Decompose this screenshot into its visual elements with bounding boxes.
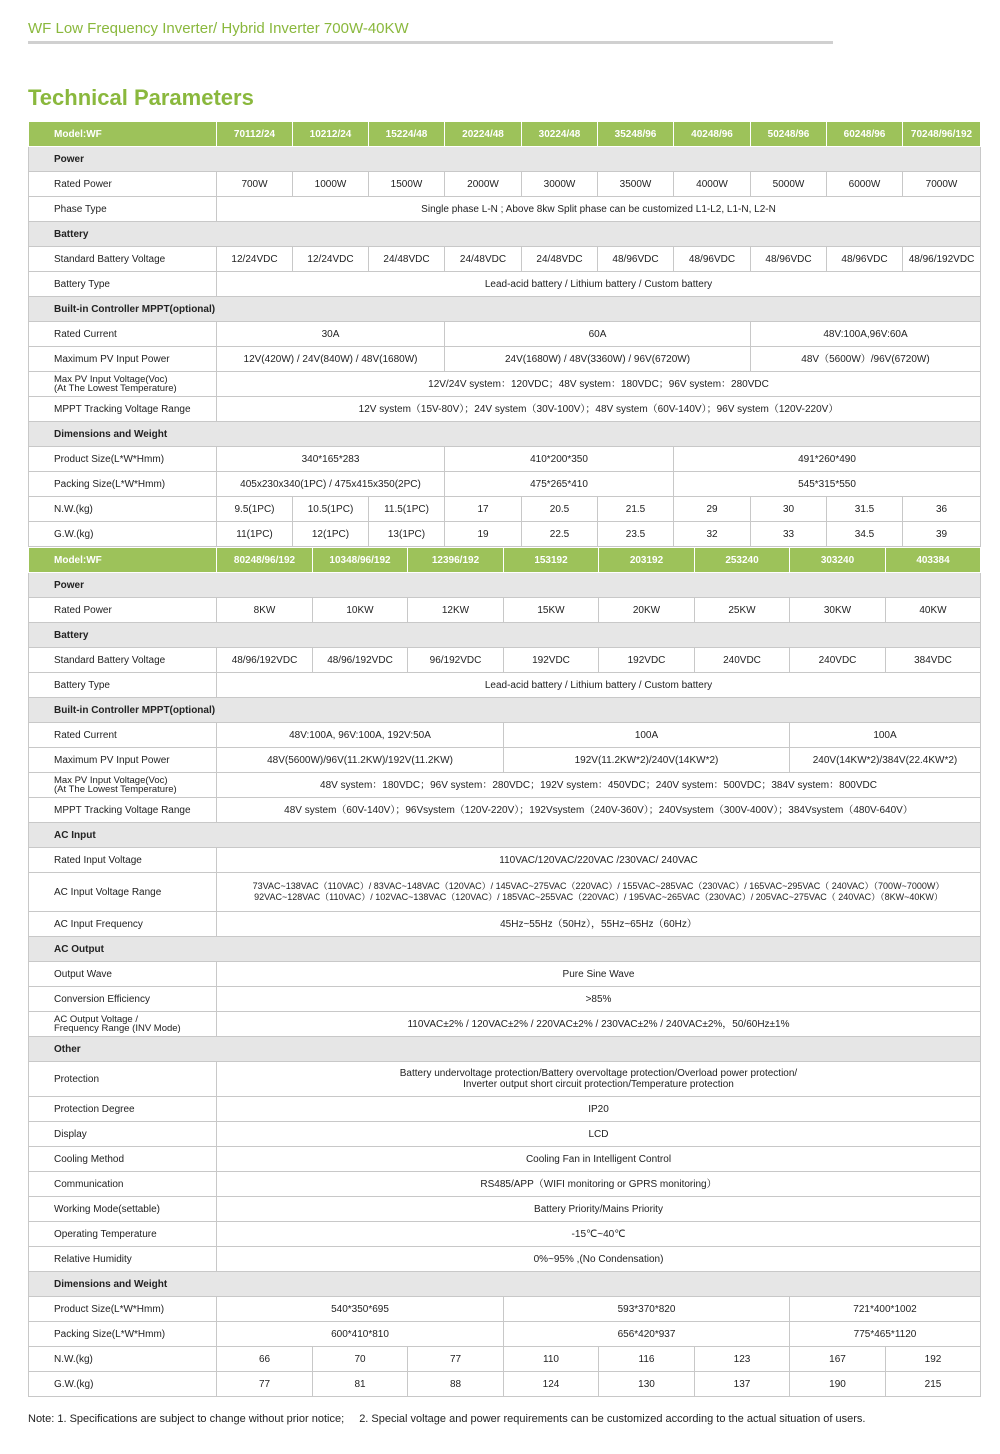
value-cell: 77 (217, 1372, 313, 1397)
model-cell: 303240 (790, 548, 886, 573)
value-cell: 130 (599, 1372, 695, 1397)
row-label: Rated Input Voltage (29, 848, 217, 873)
value-cell: 192VDC (504, 648, 599, 673)
value-cell: 36 (903, 497, 981, 522)
row-label: Product Size(L*W*Hmm) (29, 447, 217, 472)
gross-weight-row (29, 1372, 981, 1397)
value-cell: 22.5 (522, 522, 598, 547)
value-cell: 48/96VDC (674, 247, 751, 272)
output-wave-row (29, 962, 981, 987)
rated-power-row (29, 598, 981, 623)
value-line: Inverter output short circuit protection/Temperature protection (463, 1079, 734, 1090)
model-cell: 60248/96 (827, 122, 903, 147)
battery-voltage-row (29, 247, 981, 272)
model-cell: 70112/24 (217, 122, 293, 147)
value-cell: 81 (313, 1372, 408, 1397)
row-label: Relative Humidity (29, 1247, 217, 1272)
value-cell: 9.5(1PC) (217, 497, 293, 522)
value-cell: 0%~95% ,(No Condensation) (217, 1247, 981, 1272)
row-label: Standard Battery Voltage (29, 247, 217, 272)
row-label: Display (29, 1122, 217, 1147)
row-label: Product Size(L*W*Hmm) (29, 1297, 217, 1322)
value-cell: 3500W (598, 172, 674, 197)
model-row (29, 122, 981, 147)
value-cell: 48V system：180VDC；96V system：280VDC；192V system：450VDC；240V system：500VDC；384V system：800VDC (217, 773, 981, 798)
value-cell: Single phase L-N ; Above 8kw Split phase can be customized L1-L2, L1-N, L2-N (217, 197, 981, 222)
row-label: Communication (29, 1172, 217, 1197)
value-cell: 39 (903, 522, 981, 547)
section-heading: Dimensions and Weight (29, 422, 981, 447)
value-cell: 12KW (408, 598, 504, 623)
row-label: AC Input Frequency (29, 912, 217, 937)
value-cell: 410*200*350 (445, 447, 674, 472)
battery-type-row (29, 673, 981, 698)
operating-temperature-row (29, 1222, 981, 1247)
row-label: Standard Battery Voltage (29, 648, 217, 673)
value-cell (217, 1062, 981, 1097)
value-cell: 77 (408, 1347, 504, 1372)
section-heading: Other (29, 1037, 981, 1062)
model-cell: 70248/96/192 (903, 122, 981, 147)
value-cell: Lead-acid battery / Lithium battery / Custom battery (217, 673, 981, 698)
model-cell: 30224/48 (522, 122, 598, 147)
battery-voltage-row (29, 648, 981, 673)
value-cell: RS485/APP（WIFI monitoring or GPRS monitoring） (217, 1172, 981, 1197)
document-header: WF Low Frequency Inverter/ Hybrid Inverter 700W-40KW (28, 20, 409, 37)
model-cell: 50248/96 (751, 122, 827, 147)
section-row-mppt (29, 297, 981, 322)
section-heading: Battery (29, 222, 981, 247)
value-cell: 116 (599, 1347, 695, 1372)
row-label: Protection (29, 1062, 217, 1097)
section-row-power (29, 147, 981, 172)
value-cell: 192VDC (599, 648, 695, 673)
display-row (29, 1122, 981, 1147)
value-cell: 600*410*810 (217, 1322, 504, 1347)
value-cell: 30A (217, 322, 445, 347)
value-cell: 12(1PC) (293, 522, 369, 547)
value-cell: 12V(420W) / 24V(840W) / 48V(1680W) (217, 347, 445, 372)
value-cell: Lead-acid battery / Lithium battery / Custom battery (217, 272, 981, 297)
section-row-other (29, 1037, 981, 1062)
value-cell: 340*165*283 (217, 447, 445, 472)
value-cell: 48/96/192VDC (903, 247, 981, 272)
value-cell: 23.5 (598, 522, 674, 547)
row-label-line: Frequency Range (INV Mode) (54, 1023, 181, 1034)
row-label: MPPT Tracking Voltage Range (29, 798, 217, 823)
communication-row (29, 1172, 981, 1197)
value-cell: 48/96VDC (827, 247, 903, 272)
value-cell: LCD (217, 1122, 981, 1147)
value-cell: 167 (790, 1347, 886, 1372)
value-cell: Pure Sine Wave (217, 962, 981, 987)
value-cell: 11.5(1PC) (369, 497, 445, 522)
value-cell: 30 (751, 497, 827, 522)
row-label-line: (At The Lowest Temperature) (54, 383, 177, 394)
value-cell: 88 (408, 1372, 504, 1397)
section-row-power (29, 573, 981, 598)
value-cell: 48V(5600W)/96V(11.2KW)/192V(11.2KW) (217, 748, 504, 773)
row-label: Protection Degree (29, 1097, 217, 1122)
row-label: Operating Temperature (29, 1222, 217, 1247)
row-label: Packing Size(L*W*Hmm) (29, 472, 217, 497)
conversion-efficiency-row (29, 987, 981, 1012)
row-label: MPPT Tracking Voltage Range (29, 397, 217, 422)
value-cell: 48/96VDC (751, 247, 827, 272)
value-cell: 48/96/192VDC (313, 648, 408, 673)
value-cell: 1500W (369, 172, 445, 197)
value-cell: 29 (674, 497, 751, 522)
product-size-row (29, 1297, 981, 1322)
value-cell: 17 (445, 497, 522, 522)
row-label: Rated Current (29, 723, 217, 748)
net-weight-row (29, 497, 981, 522)
row-label (29, 372, 217, 397)
value-cell: 19 (445, 522, 522, 547)
ac-input-range-row (29, 873, 981, 912)
model-cell: 10348/96/192 (313, 548, 408, 573)
value-cell: -15℃~40℃ (217, 1222, 981, 1247)
value-cell: 240VDC (790, 648, 886, 673)
row-label-line: Max PV Input Voltage(Voc) (54, 374, 168, 385)
row-label: Phase Type (29, 197, 217, 222)
value-cell: 1000W (293, 172, 369, 197)
section-row-ac-input (29, 823, 981, 848)
value-cell: 124 (504, 1372, 599, 1397)
value-cell: 100A (790, 723, 981, 748)
value-cell: 3000W (522, 172, 598, 197)
value-cell: 190 (790, 1372, 886, 1397)
row-label (29, 1012, 217, 1037)
value-cell: 475*265*410 (445, 472, 674, 497)
ac-output-voltage-row (29, 1012, 981, 1037)
rated-power-row (29, 172, 981, 197)
value-cell: 48V:100A, 96V:100A, 192V:50A (217, 723, 504, 748)
value-cell: 96/192VDC (408, 648, 504, 673)
model-cell: 12396/192 (408, 548, 504, 573)
working-mode-row (29, 1197, 981, 1222)
max-pv-voltage-row (29, 773, 981, 798)
value-cell: 2000W (445, 172, 522, 197)
section-row-dimensions (29, 422, 981, 447)
cooling-method-row (29, 1147, 981, 1172)
row-label: Rated Power (29, 172, 217, 197)
model-cell: 40248/96 (674, 122, 751, 147)
value-cell: 11(1PC) (217, 522, 293, 547)
section-heading: Power (29, 147, 981, 172)
model-cell: 403384 (886, 548, 981, 573)
value-cell: 6000W (827, 172, 903, 197)
value-cell: 8KW (217, 598, 313, 623)
value-cell: 33 (751, 522, 827, 547)
row-label: Working Mode(settable) (29, 1197, 217, 1222)
value-cell: 70 (313, 1347, 408, 1372)
value-cell: 32 (674, 522, 751, 547)
row-label: N.W.(kg) (29, 1347, 217, 1372)
max-pv-power-row (29, 748, 981, 773)
model-cell: 80248/96/192 (217, 548, 313, 573)
model-cell: 253240 (695, 548, 790, 573)
value-cell: 656*420*937 (504, 1322, 790, 1347)
rated-current-row (29, 723, 981, 748)
product-size-row (29, 447, 981, 472)
value-cell: 5000W (751, 172, 827, 197)
value-cell: 21.5 (598, 497, 674, 522)
value-cell: 13(1PC) (369, 522, 445, 547)
value-cell: 30KW (790, 598, 886, 623)
value-cell (217, 873, 981, 912)
value-cell: 491*260*490 (674, 447, 981, 472)
value-cell: 137 (695, 1372, 790, 1397)
value-cell: 40KW (886, 598, 981, 623)
value-cell: 12V system（15V-80V）；24V system（30V-100V）；48V system（60V-140V）；96V system（120V-220V） (217, 397, 981, 422)
row-label-line: Max PV Input Voltage(Voc) (54, 775, 168, 786)
value-cell: 593*370*820 (504, 1297, 790, 1322)
value-cell: 110VAC±2% / 120VAC±2% / 220VAC±2% / 230VAC±2% / 240VAC±2%，50/60Hz±1% (217, 1012, 981, 1037)
value-cell: 12/24VDC (217, 247, 293, 272)
value-cell: 192 (886, 1347, 981, 1372)
battery-type-row (29, 272, 981, 297)
value-cell: 24/48VDC (522, 247, 598, 272)
model-label: Model:WF (29, 122, 217, 147)
packing-size-row (29, 472, 981, 497)
row-label: Packing Size(L*W*Hmm) (29, 1322, 217, 1347)
value-cell: IP20 (217, 1097, 981, 1122)
value-cell: 48V system（60V-140V）；96Vsystem（120V-220V）；192Vsystem（240V-360V）；240Vsystem（300V-400V）；384Vsystem（480V-640V） (217, 798, 981, 823)
section-heading: Power (29, 573, 981, 598)
net-weight-row (29, 1347, 981, 1372)
value-cell: 48/96VDC (598, 247, 674, 272)
value-cell: 12/24VDC (293, 247, 369, 272)
section-heading: AC Input (29, 823, 981, 848)
row-label: G.W.(kg) (29, 522, 217, 547)
value-cell: 700W (217, 172, 293, 197)
protection-degree-row (29, 1097, 981, 1122)
ac-input-frequency-row (29, 912, 981, 937)
model-cell: 10212/24 (293, 122, 369, 147)
value-cell: 45Hz~55Hz（50Hz），55Hz~65Hz（60Hz） (217, 912, 981, 937)
value-cell: 240VDC (695, 648, 790, 673)
value-cell: 25KW (695, 598, 790, 623)
section-heading: AC Output (29, 937, 981, 962)
spec-table-700w-7kw (28, 121, 981, 547)
max-pv-power-row (29, 347, 981, 372)
value-cell: 48/96/192VDC (217, 648, 313, 673)
model-cell: 153192 (504, 548, 599, 573)
section-heading: Built-in Controller MPPT(optional) (29, 297, 981, 322)
value-cell: 34.5 (827, 522, 903, 547)
row-label: Output Wave (29, 962, 217, 987)
value-cell: 24V(1680W) / 48V(3360W) / 96V(6720W) (445, 347, 751, 372)
row-label-line: (At The Lowest Temperature) (54, 784, 177, 795)
row-label: Conversion Efficiency (29, 987, 217, 1012)
value-cell: 123 (695, 1347, 790, 1372)
value-cell: 24/48VDC (445, 247, 522, 272)
header-divider (28, 41, 833, 44)
value-cell: 24/48VDC (369, 247, 445, 272)
spec-table-8kw-40kw (28, 547, 981, 1397)
value-cell: 10KW (313, 598, 408, 623)
rated-input-voltage-row (29, 848, 981, 873)
value-cell: 7000W (903, 172, 981, 197)
value-cell: 775*465*1120 (790, 1322, 981, 1347)
row-label: Cooling Method (29, 1147, 217, 1172)
section-row-battery (29, 222, 981, 247)
footnote (28, 1413, 877, 1425)
value-cell: 215 (886, 1372, 981, 1397)
value-cell: Battery Priority/Mains Priority (217, 1197, 981, 1222)
value-cell: 110VAC/120VAC/220VAC /230VAC/ 240VAC (217, 848, 981, 873)
row-label: N.W.(kg) (29, 497, 217, 522)
mppt-range-row (29, 798, 981, 823)
value-cell: 4000W (674, 172, 751, 197)
section-row-battery (29, 623, 981, 648)
row-label: Rated Power (29, 598, 217, 623)
value-cell: 384VDC (886, 648, 981, 673)
value-cell: >85% (217, 987, 981, 1012)
value-cell: 110 (504, 1347, 599, 1372)
model-label: Model:WF (29, 548, 217, 573)
footnote-line: Note: 1. Specifications are subject to change without prior notice; (28, 1413, 345, 1425)
value-cell: Cooling Fan in Intelligent Control (217, 1147, 981, 1172)
section-row-dimensions (29, 1272, 981, 1297)
row-label: G.W.(kg) (29, 1372, 217, 1397)
relative-humidity-row (29, 1247, 981, 1272)
row-label: Maximum PV Input Power (29, 347, 217, 372)
phase-type-row (29, 197, 981, 222)
row-label: Maximum PV Input Power (29, 748, 217, 773)
value-cell: 192V(11.2KW*2)/240V(14KW*2) (504, 748, 790, 773)
protection-row (29, 1062, 981, 1097)
rated-current-row (29, 322, 981, 347)
model-cell: 15224/48 (369, 122, 445, 147)
value-cell: 31.5 (827, 497, 903, 522)
row-label-line: AC Output Voltage / (54, 1014, 138, 1025)
section-heading: Battery (29, 623, 981, 648)
mppt-range-row (29, 397, 981, 422)
value-cell: 66 (217, 1347, 313, 1372)
value-cell: 545*315*550 (674, 472, 981, 497)
model-cell: 203192 (599, 548, 695, 573)
value-cell: 240V(14KW*2)/384V(22.4KW*2) (790, 748, 981, 773)
value-line: 92VAC~128VAC（110VAC）/ 102VAC~138VAC（120VAC）/ 185VAC~255VAC（220VAC）/ 195VAC~265VAC（230VAC）/ 205VAC~275VAC（ 240VAC）（8KW~40KW） (254, 892, 943, 902)
row-label: Battery Type (29, 272, 217, 297)
value-cell: 20KW (599, 598, 695, 623)
model-cell: 20224/48 (445, 122, 522, 147)
section-row-ac-output (29, 937, 981, 962)
section-heading: Built-in Controller MPPT(optional) (29, 698, 981, 723)
model-cell: 35248/96 (598, 122, 674, 147)
value-cell: 60A (445, 322, 751, 347)
section-heading: Dimensions and Weight (29, 1272, 981, 1297)
value-cell: 12V/24V system：120VDC；48V system：180VDC；96V system：280VDC (217, 372, 981, 397)
value-cell: 405x230x340(1PC) / 475x415x350(2PC) (217, 472, 445, 497)
row-label: Rated Current (29, 322, 217, 347)
model-row (29, 548, 981, 573)
section-row-mppt (29, 698, 981, 723)
value-cell: 48V（5600W）/96V(6720W) (751, 347, 981, 372)
value-line: 73VAC~138VAC（110VAC）/ 83VAC~148VAC（120VAC）/ 145VAC~275VAC（220VAC）/ 155VAC~285VAC（230VAC）/ 165VAC~295VAC（ 240VAC）（700W~7000W） (252, 881, 945, 891)
value-cell: 721*400*1002 (790, 1297, 981, 1322)
max-pv-voltage-row (29, 372, 981, 397)
value-cell: 100A (504, 723, 790, 748)
value-line: Battery undervoltage protection/Battery overvoltage protection/Overload power protection/ (399, 1068, 798, 1079)
value-cell: 20.5 (522, 497, 598, 522)
value-cell: 48V:100A,96V:60A (751, 322, 981, 347)
packing-size-row (29, 1322, 981, 1347)
value-cell: 540*350*695 (217, 1297, 504, 1322)
row-label: Battery Type (29, 673, 217, 698)
gross-weight-row (29, 522, 981, 547)
row-label (29, 773, 217, 798)
section-title: Technical Parameters (28, 85, 254, 110)
footnote-line: 2. Special voltage and power requirements can be customized according to the actual situation of users. (359, 1413, 866, 1425)
row-label: AC Input Voltage Range (29, 873, 217, 912)
value-cell: 10.5(1PC) (293, 497, 369, 522)
value-cell: 15KW (504, 598, 599, 623)
